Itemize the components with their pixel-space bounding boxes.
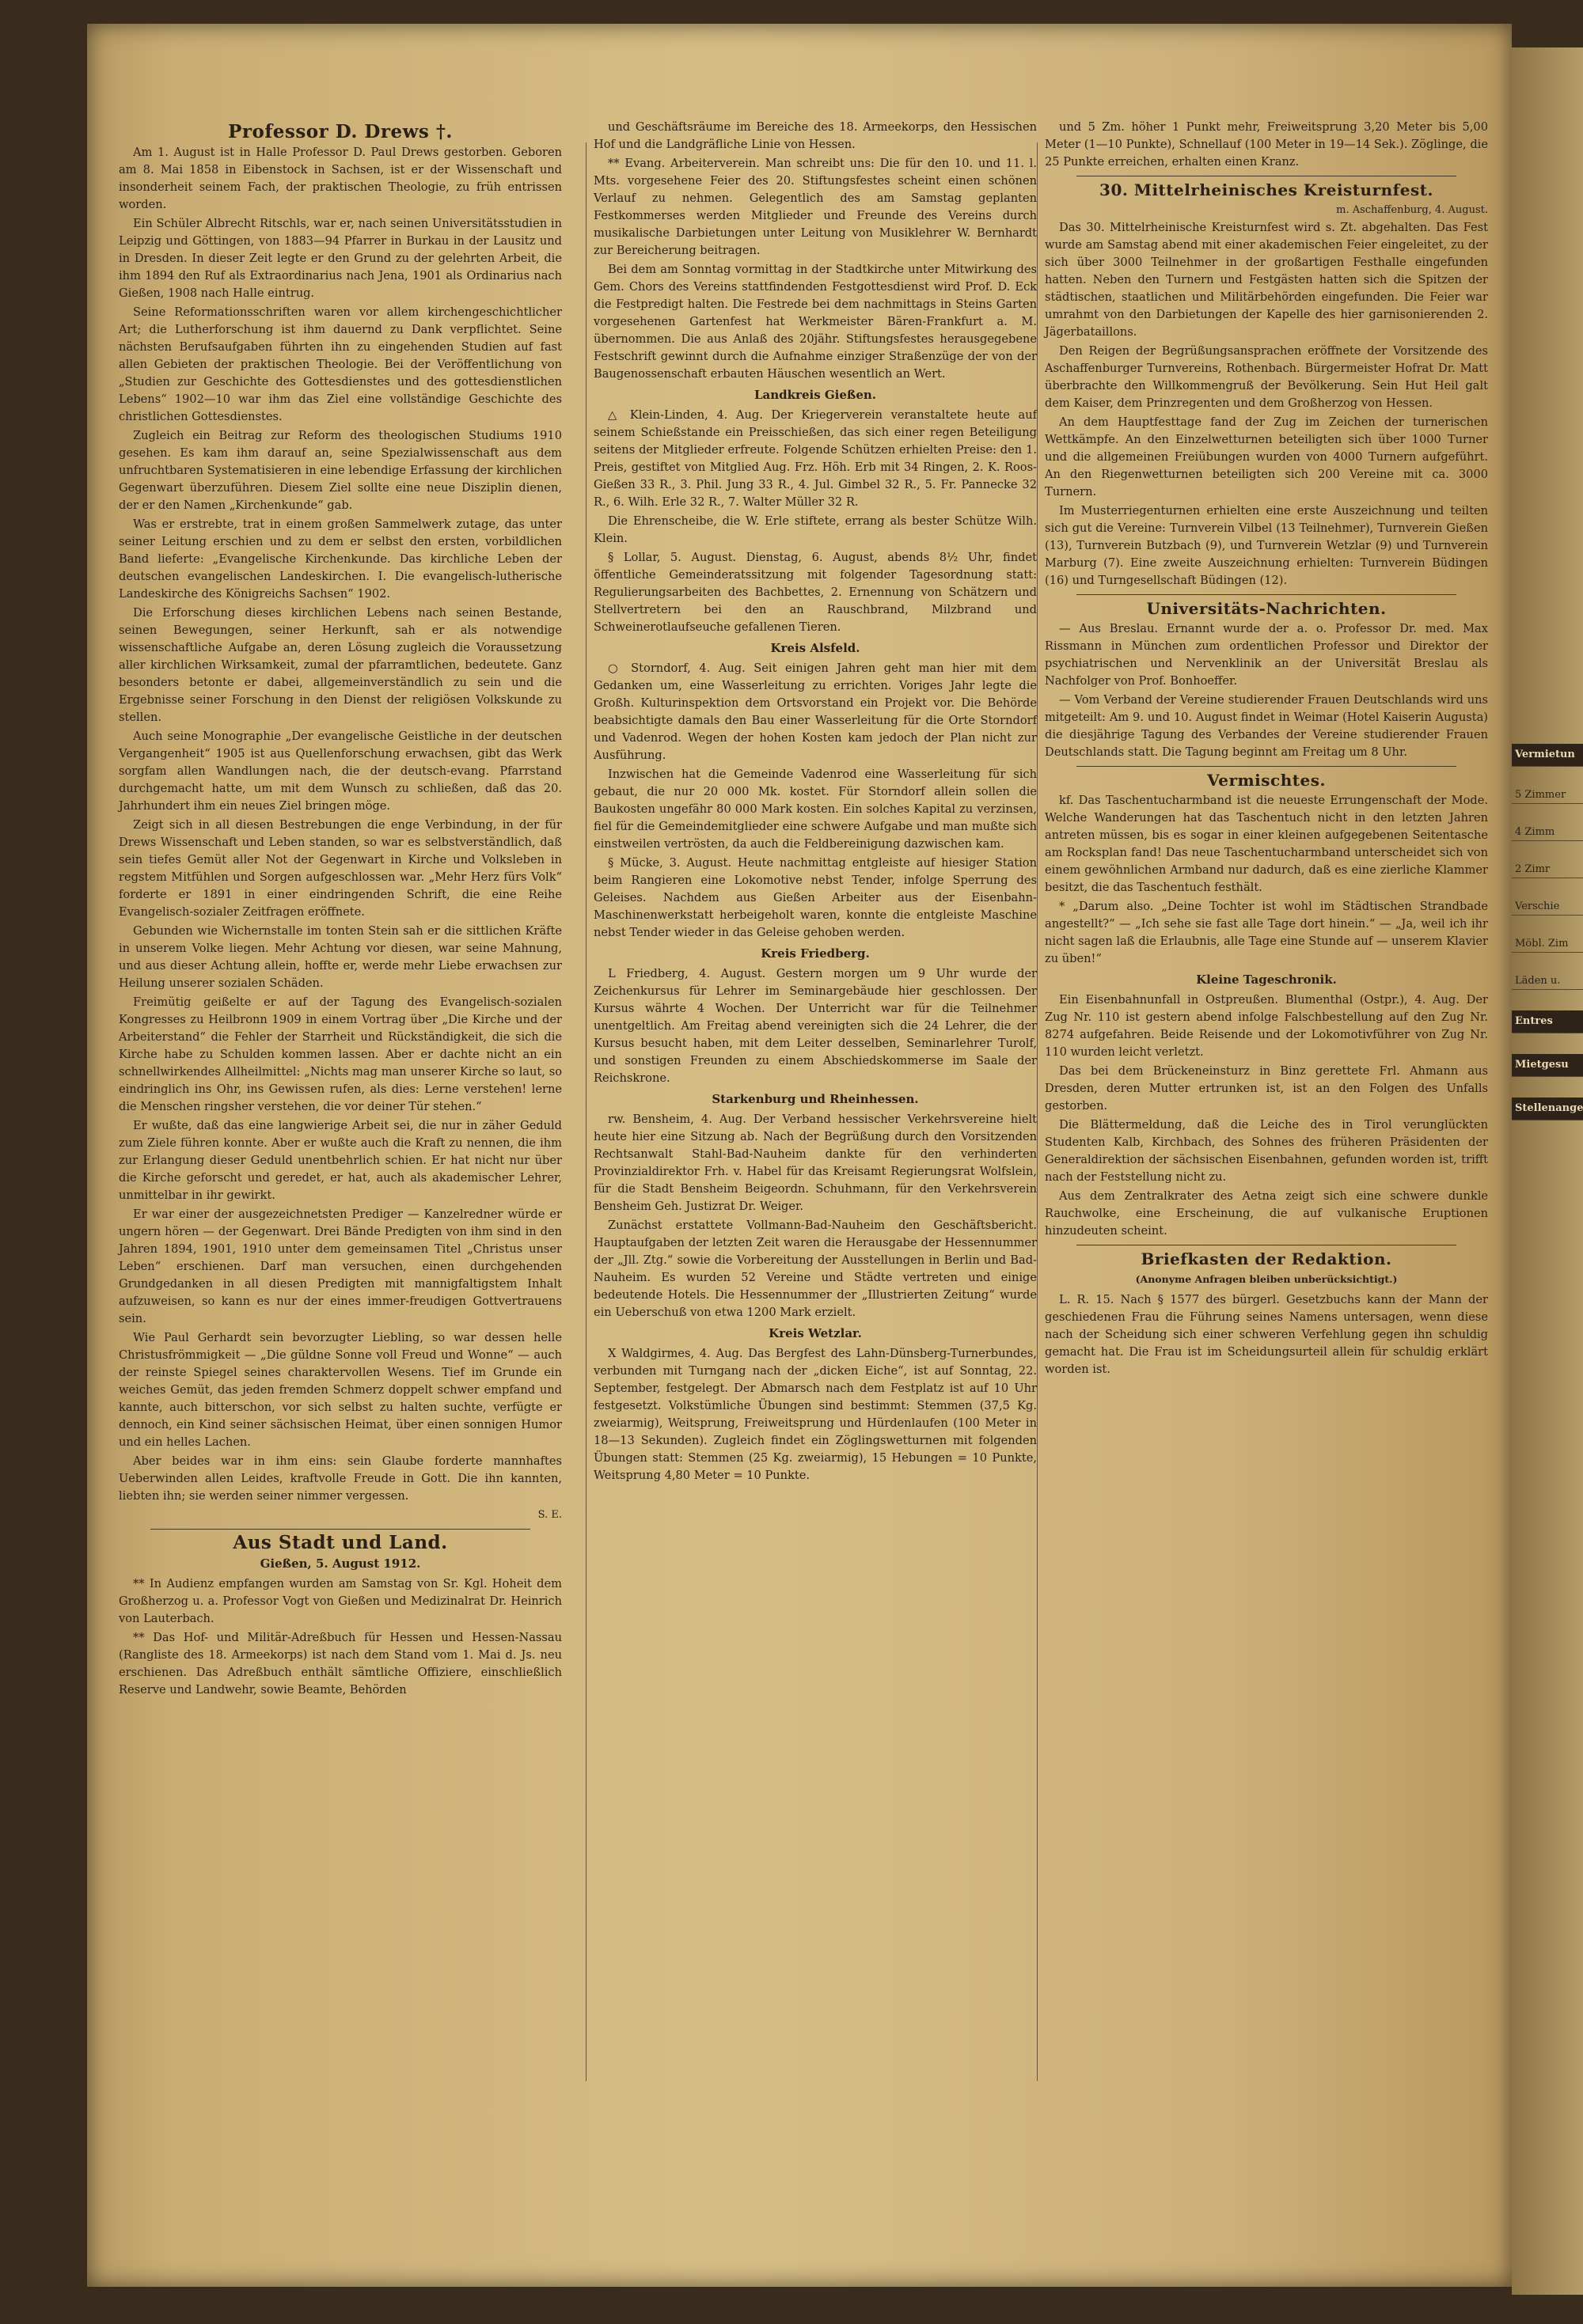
dateline: m. Aschaffenburg, 4. August. [1336, 204, 1488, 216]
news-paragraph: ○ Storndorf, 4. Aug. Seit einigen Jahren geht man hier mit dem Gedanken um, eine Wasserleitung zu errichten. Voriges Jahr legte die Großh. Kulturinspektion dem Ortsvorstand ein Projekt vor. Die Behörde beabsichtigte damals den Bau einer Wasserleitung für die Orte Storndorf und Vadenrod. Wegen der hohen Kosten kam jedoch der Plan nicht zur Ausführung. [594, 662, 1037, 762]
classified-item: Möbl. Zim [1512, 936, 1583, 953]
classified-heading: Vermietun [1512, 744, 1583, 767]
news-paragraph: und Geschäftsräume im Bereiche des 18. Armeekorps, den Hessischen Hof und die Landgräfliche Linie von Hessen. [594, 120, 1037, 151]
news-paragraph: ** In Audienz empfangen wurden am Samstag von Sr. Kgl. Hoheit dem Großherzog u. a. Professor Vogt von Gießen und Medizinalrat Dr. Heinrich von Lauterbach. [119, 1577, 562, 1625]
column-2 [594, 119, 1037, 1486]
news-paragraph: Bei dem am Sonntag vormittag in der Stadtkirche unter Mitwirkung des Gem. Chors des Vereins stattfindenden Festgottesdienst wird Prof. D. Eck die Festpredigt halten. Die Festrede bei dem nachmittags in Steins Garten vorgesehenen Gartenfest hat Werkmeister Bären-Frankfurt a. M. übernommen. Die aus Anlaß des 20jähr. Stiftungsfestes herausgegebene Festschrift gewinnt durch die Aufnahme einziger Straßenzüge der von der Baugenossenschaft erbauten Häuschen wesentlich an Wert. [594, 263, 1037, 381]
news-paragraph: * „Darum also. „Deine Tochter ist wohl im Städtischen Strandbade angestellt?“ — „Ich sehe sie fast alle Tage dort hinein.“ — „Ja, weil ich ihr nicht sagen laß die Erlaubnis, alle Tage eine Stunde auf — unserem Klavier zu üben!“ [1045, 900, 1488, 965]
classified-heading: Entres [1512, 1010, 1583, 1033]
news-paragraph: △ Klein-Linden, 4. Aug. Der Kriegerverein veranstaltete heute auf seinem Schießstande ein Preisschießen, das sich einer regen Beteiligung seitens der Mitglieder erfreute. Folgende Schützen erhielten Preise: den 1. Preis, gestiftet von Mitglied Aug. Frz. Höh. Erb mit 34 Ringen, 2. K. Roos-Gießen 33 R., 3. Phil. Jung 33 R., 4. Jul. Gimbel 32 R., 5. Fr. Pannecke 32 R., 6. Wilh. Erle 32 R., 7. Walter Müller 32 R. [594, 408, 1037, 509]
news-paragraph: Die Ehrenscheibe, die W. Erle stiftete, errang als bester Schütze Wilh. Klein. [594, 514, 1037, 545]
news-paragraph: § Lollar, 5. August. Dienstag, 6. August, abends 8½ Uhr, findet öffentliche Gemeinderatssitzung mit folgender Tagesordnung statt: Regulierungsarbeiten des Bachbettes, 2. Ernennung von Schätzern und Stellvertretern bei den an Rauschbrand, Milzbrand und Schweinerotlaufseuche gefallenen Tieren. [594, 551, 1037, 634]
section-heading: 30. Mittelrheinisches Kreisturnfest. [1099, 180, 1433, 199]
article-paragraph: Freimütig geißelte er auf der Tagung des Evangelisch-sozialen Kongresses zu Heilbronn 1909 in einem Vortrag über „Die Kirche und der Arbeiterstand“ die Fehler der Starrheit und Rückständigkeit, die sich die Kirche habe zu Schulden kommen lassen. Aber er dachte nicht an ein schnellwirkendes Allheilmittel: „Nichts mag man unserer Kirche so laut, so eindringlich ins Ohr, ins Gewissen rufen, als dies: Lerne verstehen! lerne die Menschen ringsher verstehen, die vor deiner Tür stehen.“ [119, 995, 562, 1113]
column-rule [586, 142, 587, 2081]
divider [1076, 766, 1456, 767]
article-paragraph: Am 1. August ist in Halle Professor D. Paul Drews gestorben. Geboren am 8. Mai 1858 in Eibenstock in Sachsen, ist er der Wissenschaft und insonderheit seinem Fach, der praktischen Theologie, zu früh entrissen worden. [119, 146, 562, 211]
news-paragraph: X Waldgirmes, 4. Aug. Das Bergfest des Lahn-Dünsberg-Turnerbundes, verbunden mit Turngang nach der „dicken Eiche“, ist auf Sonntag, 22. September, festgelegt. Der Abmarsch nach dem Festplatz ist auf 10 Uhr festgesetzt. Volkstümliche Übungen sind bestimmt: Stemmen (37,5 Kg. zweiarmig), Weitsprung, Freiweitsprung und Hürdenlaufen (100 Meter in 18—13 Sekunden). Zugleich findet ein Zöglingswetturnen mit folgenden Übungen statt: Stemmen (25 Kg. zweiarmig), 15 Hebungen = 10 Punkte, Weitsprung 4,80 Meter = 10 Punkte. [594, 1347, 1037, 1482]
district-heading: Landkreis Gießen. [754, 388, 876, 402]
article-paragraph: Zeigt sich in all diesen Bestrebungen die enge Verbindung, in der für Drews Wissenschaft und Leben standen, so war es selbstverständlich, daß sein tiefes Gemüt aller Not der Gegenwart in Kirche und Volksleben in regstem Mitfühlen und Sorgen aufgeschlossen war. „Mehr Herz fürs Volk“ forderte er 1891 in einer eindringenden Schrift, die eine Reihe Evangelisch-sozialer Zeitfragen eröffnete. [119, 818, 562, 919]
news-paragraph: Das 30. Mittelrheinische Kreisturnfest wird s. Zt. abgehalten. Das Fest wurde am Samstag abend mit einer akademischen Feier eingeleitet, zu der sich über 3000 Teilnehmer in der großartigen Festhalle eingefunden hatten. Neben den Turnern und Festgästen hatten sich die Spitzen der städtischen, staatlichen und Militärbehörden eingefunden. Die Feier war umrahmt von den Darbietungen der Kapelle des hier garnisonierenden 2. Jägerbataillons. [1045, 221, 1488, 339]
news-paragraph: ** Das Hof- und Militär-Adreßbuch für Hessen und Hessen-Nassau (Rangliste des 18. Armeekorps) ist nach dem Stand vom 1. Mai d. Js. neu erschienen. Das Adreßbuch enthält sämtliche Offiziere, einschließlich Reserve und Landwehr, sowie Beamte, Behörden [119, 1631, 562, 1697]
article-paragraph: Gebunden wie Wichernstalle im tonten Stein sah er die sittlichen Kräfte in unserem Volke liegen. Mehr Achtung vor diesen, war seine Mahnung, und aus dieser Achtung allein, hoffte er, werde mehr Liebe erwachsen zur Heilung unserer sozialen Schäden. [119, 924, 562, 990]
article-paragraph: Die Erforschung dieses kirchlichen Lebens nach seinen Bestande, seinen Bewegungen, seiner Herkunft, sah er als notwendige wissenschaftliche Aufgabe an, deren Lösung zugleich die Voraussetzung aller kirchlichen Wirksamkeit, zumal der pfarramtlichen, bedeutete. Ganz besonders betonte er dabei, allgemeinverständlich zu sein und die Ergebnisse seiner Forschung in den Dienst der religiösen Volkskunde zu stellen. [119, 606, 562, 724]
news-paragraph: und 5 Zm. höher 1 Punkt mehr, Freiweitsprung 3,20 Meter bis 5,00 Meter (1—10 Punkte), Schnellauf (100 Meter in 19—14 Sek.). Zöglinge, die 25 Punkte erreichen, erhalten einen Kranz. [1045, 120, 1488, 169]
classified-heading: Stellenange [1512, 1098, 1583, 1120]
news-paragraph: Die Blättermeldung, daß die Leiche des in Tirol verunglückten Studenten Kalb, Kirchbach, des Sohnes des früheren Präsidenten der Generaldirektion der sächsischen Eisenbahnen, gefunden worden ist, trifft nach der Feststellung nicht zu. [1045, 1118, 1488, 1184]
news-paragraph: Das bei dem Brückeneinsturz in Binz gerettete Frl. Ahmann aus Dresden, deren Mutter ertrunken ist, ist an den Folgen des Unfalls gestorben. [1045, 1064, 1488, 1113]
section-heading: Universitäts-Nachrichten. [1146, 599, 1387, 618]
section-subheading: (Anonyme Anfragen bleiben unberücksichtigt.) [1135, 1273, 1398, 1285]
article-paragraph: Er wußte, daß das eine langwierige Arbeit sei, die nur in zäher Geduld zum Ziele führen konnte. Aber er wußte auch die Kraft zu nennen, die ihm zur Erlangung dieser Geduld unentbehrlich schien. Er hat nicht nur über die Kirche geforscht und geredet, er hat, auch als akademischer Lehrer, unmittelbar in ihr gewirkt. [119, 1119, 562, 1202]
news-paragraph: Zunächst erstattete Vollmann-Bad-Nauheim den Geschäftsbericht. Hauptaufgaben der letzten Zeit waren die Herausgabe der Hessennummer der „Jll. Ztg.“ sowie die Vorbereitung der Ausstellungen in Berlin und Bad-Nauheim. Es wurden 52 Vereine und Städte vertreten und einige bedeutende Hotels. Die Hessennummer der „Illustrierten Zeitung“ wurde ein Ueberschuß von etwa 1200 Mark erzielt. [594, 1219, 1037, 1319]
district-heading: Kreis Wetzlar. [769, 1326, 862, 1340]
classified-item: 5 Zimmer [1512, 787, 1583, 804]
classified-item: Läden u. [1512, 973, 1583, 990]
classified-item: Verschie [1512, 899, 1583, 916]
adjacent-page-strip [1512, 47, 1583, 2295]
section-heading: Vermischtes. [1207, 771, 1326, 790]
news-paragraph: L Friedberg, 4. August. Gestern morgen um 9 Uhr wurde der Zeichenkursus für Lehrer im Seminargebäude hier geschlossen. Der Kursus währte 4 Wochen. Der Unterricht war für die Teilnehmer unentgeltlich. Am Freitag abend vereinigten sich die 24 Lehrer, die der Kursus besucht haben, mit dem Leiter desselben, Seminarlehrer Turolf, und sonstigen Freunden zu einem Abschiedskommerse im Saale der Reichskrone. [594, 967, 1037, 1085]
dateline: Gießen, 5. August 1912. [260, 1556, 421, 1571]
news-paragraph: Im Musterriegenturnen erhielten eine erste Auszeichnung und teilten sich gut die Vereine: Turnverein Vilbel (13 Teilnehmer), Turnverein Gießen (13), Turnverein Butzbach (9), und Turnverein Wetzlar (9) und Turnverein Marburg (7). Eine zweite Auszeichnung erhielten: Turnverein Büdingen (16) und Turngesellschaft Büdingen (12). [1045, 504, 1488, 587]
signature: S. E. [537, 1509, 562, 1521]
article-paragraph: Aber beides war in ihm eins: sein Glaube forderte mannhaftes Ueberwinden allen Leides, kraftvolle Freude in Gott. Die ihn kannten, liebten ihn; sie werden seiner nimmer vergessen. [119, 1454, 562, 1503]
article-heading: Professor D. Drews †. [228, 121, 453, 142]
news-paragraph: § Mücke, 3. August. Heute nachmittag entgleiste auf hiesiger Station beim Rangieren eine Lokomotive nebst Tender, infolge Sperrung des Geleises. Nachdem aus Gießen Arbeiter aus der Eisenbahn-Maschinenwerkstatt herbeigeholt waren, konnte die entgleiste Maschine nebst Tender wieder in das Geleise gehoben werden. [594, 856, 1037, 939]
article-paragraph: Was er erstrebte, trat in einem großen Sammelwerk zutage, das unter seiner Leitung erschien und zu dem er selbst den ersten, vorbildlichen Band lieferte: „Evangelische Kirchenkunde. Das kirchliche Leben der deutschen evangelischen Landeskirchen. I. Die evangelisch-lutherische Landeskirche des Königreichs Sachsen“ 1902. [119, 517, 562, 601]
column-rule [1037, 142, 1038, 2081]
news-paragraph: Aus dem Zentralkrater des Aetna zeigt sich eine schwere dunkle Rauchwolke, eine Erscheinung, die auf vulkanische Eruptionen hinzudeuten scheint. [1045, 1189, 1488, 1238]
district-heading: Starkenburg und Rheinhessen. [712, 1092, 919, 1106]
news-paragraph: kf. Das Taschentucharmband ist die neueste Errungenschaft der Mode. Welche Wanderungen hat das Taschentuch nicht in den letzten Jahren antreten müssen, bis es sogar in einer kleinen aufgegebenen Seitentasche am Rocksplan fand! Das neue Taschentucharmband unterscheidet sich von einem gewöhnlichen Armband nur dadurch, daß es eine zierliche Klammer besitzt, die das Taschentuch festhält. [1045, 794, 1488, 894]
article-paragraph: Wie Paul Gerhardt sein bevorzugter Liebling, so war dessen helle Christusfrömmigkeit — „Die güldne Sonne voll Freud und Wonne“ — auch der reinste Spiegel seines charaktervollen Wesens. Tief im Grunde ein weiches Gemüt, das jeden fremden Schmerz doppelt schwer empfand und kannte, auch bitterschon, vor sich selbst zu halten suchte, verfügte er dennoch, ein Kind seiner sächsischen Heimat, über einen sonnigen Humor und ein helles Lachen. [119, 1331, 562, 1449]
article-paragraph: Seine Reformationsschriften waren vor allem kirchengeschichtlicher Art; die Lutherforschung ist ihm dauernd zu Dank verpflichtet. Seine nächsten Berufsaufgaben führten ihn zu eingehenden Studien auf fast allen Gebieten der praktischen Theologie. Bei der Veröffentlichung von „Studien zur Geschichte des Gottesdienstes und des gottesdienstlichen Lebens“ 1902—10 war ihm das Ziel eine vollständige Geschichte des christlichen Gottesdienstes. [119, 305, 562, 423]
classified-item: 4 Zimm [1512, 825, 1583, 841]
news-paragraph: rw. Bensheim, 4. Aug. Der Verband hessischer Verkehrsvereine hielt heute hier eine Sitzung ab. Nach der Begrüßung durch den Vorsitzenden Rechtsanwalt Stahl-Bad-Nauheim dankte für den verhinderten Provinzialdirektor Frh. v. Habel für das Kreisamt Regierungsrat Wolfslein, für die Stadt Bensheim Beigeordn. Schuhmann, für den Verkehrsverein Bensheim Geh. Justizrat Dr. Weiger. [594, 1113, 1037, 1213]
news-paragraph: — Aus Breslau. Ernannt wurde der a. o. Professor Dr. med. Max Rissmann in München zum ordentlichen Professor und Direktor der psychiatrischen und Nervenklinik an der Universität Breslau als Nachfolger von Prof. Bonhoeffer. [1045, 622, 1488, 688]
section-heading: Kleine Tageschronik. [1196, 972, 1337, 987]
news-paragraph: L. R. 15. Nach § 1577 des bürgerl. Gesetzbuchs kann der Mann der geschiedenen Frau die Führung seines Namens untersagen, wenn diese nach der Scheidung sich einer schweren Verfehlung gegen ihn schuldig gemacht hat. Die Frau ist im Scheidungsurteil allein für schuldig erklärt worden ist. [1045, 1293, 1488, 1376]
district-heading: Kreis Friedberg. [761, 946, 870, 961]
article-paragraph: Zugleich ein Beitrag zur Reform des theologischen Studiums 1910 gesehen. Es kam ihm darauf an, seine Spezialwissenschaft aus dem unfruchtbaren Systematisieren in eine lebendige Erfassung der kirchlichen Gegenwart überzuführen. Diesem Ziel sollte eine neue Disziplin dienen, der er den Namen „Kirchenkunde“ gab. [119, 429, 562, 512]
news-paragraph: Ein Eisenbahnunfall in Ostpreußen. Blumenthal (Ostpr.), 4. Aug. Der Zug Nr. 110 ist gestern abend infolge Falschbestellung auf den Zug Nr. 8274 aufgefahren. Beide Reisende und der Lokomotivführer von Zug Nr. 110 wurden leicht verletzt. [1045, 993, 1488, 1059]
divider [150, 1529, 530, 1530]
news-paragraph: ** Evang. Arbeiterverein. Man schreibt uns: Die für den 10. und 11. l. Mts. vorgesehene Feier des 20. Stiftungsfestes scheint einen schönen Verlauf zu nehmen. Gelegentlich des am Samstag geplanten Festkommerses werden Mitglieder und Freunde des Vereins durch musikalische Darbietungen unter Leitung von Musiklehrer W. Bernhardt zur Bereicherung beitragen. [594, 157, 1037, 257]
section-heading: Aus Stadt und Land. [233, 1532, 448, 1553]
district-heading: Kreis Alsfeld. [770, 641, 860, 655]
news-paragraph: — Vom Verband der Vereine studierender Frauen Deutschlands wird uns mitgeteilt: Am 9. und 10. August findet in Weimar (Hotel Kaiserin Augusta) die diesjährige Tagung des Verbandes der Vereine studierender Frauen Deutschlands statt. Die Tagung beginnt am Freitag um 8 Uhr. [1045, 693, 1488, 759]
classified-heading: Mietgesu [1512, 1054, 1583, 1077]
article-paragraph: Ein Schüler Albrecht Ritschls, war er, nach seinen Universitätsstudien in Leipzig und Göttingen, von 1883—94 Pfarrer in Burkau in der Lausitz und in Dresden. In dieser Zeit legte er den Grund zu der gelehrten Arbeit, die ihm 1894 den Ruf als Extraordinarius nach Jena, 1901 als Ordinarius nach Gießen, 1908 nach Halle eintrug. [119, 217, 562, 300]
section-heading: Briefkasten der Redaktion. [1141, 1249, 1392, 1268]
divider [1076, 594, 1456, 595]
article-paragraph: Auch seine Monographie „Der evangelische Geistliche in der deutschen Vergangenheit“ 1905 ist aus Quellenforschung erwachsen, gibt das Werk sorgfam allen Wandlungen nach, die der deutsch-evang. Pfarrstand durchgemacht hatte, um mit dem Wunsch zu schließen, daß das 20. Jahrhundert ihm ein neues Ziel bringen möge. [119, 730, 562, 813]
column-1 [119, 119, 562, 1700]
article-paragraph: Er war einer der ausgezeichnetsten Prediger — Kanzelredner würde er ungern hören — der Gegenwart. Drei Bände Predigten von ihm sind in den Jahren 1894, 1901, 1910 unter dem gemeinsamen Titel „Christus unser Leben“ erschienen. Darf man versuchen, einen durchgehenden Grundgedanken in all diesen Predigten mit mannigfaltigstem Inhalt aufzuweisen, so kann es nur der eines immer-freudigen Gottvertrauens sein. [119, 1207, 562, 1325]
news-paragraph: Inzwischen hat die Gemeinde Vadenrod eine Wasserleitung für sich gebaut, die nur 20 000 Mk. kostet. Für Storndorf allein sollen die Baukosten ungefähr 80 000 Mark kosten. Ein solches Kapital zu verzinsen, fiel für die Gemeindemitglieder eine schwere Aufgabe und man mußte sich einstweilen vertrösten, da auch die Feldbereinigung dazwischen kam. [594, 768, 1037, 851]
column-3 [1045, 119, 1488, 1380]
news-paragraph: Den Reigen der Begrüßungsansprachen eröffnete der Vorsitzende des Aschaffenburger Turnvereins, Rothenbach. Bürgermeister Hofrat Dr. Matt überbrachte den Willkommengruß der Bevölkerung. Sein Hut Heil galt dem Kaiser, dem Prinzregenten und dem Großherzog von Hessen. [1045, 344, 1488, 410]
news-paragraph: An dem Hauptfesttage fand der Zug im Zeichen der turnerischen Wettkämpfe. An den Einzelwetturnen beteiligten sich über 1000 Turner und die allgemeinen Freiübungen wurden von 4000 Turnern aufgeführt. An den Riegenwetturnen beteiligten sich 200 Vereine mit ca. 3000 Turnern. [1045, 415, 1488, 499]
classified-item: 2 Zimr [1512, 862, 1583, 878]
